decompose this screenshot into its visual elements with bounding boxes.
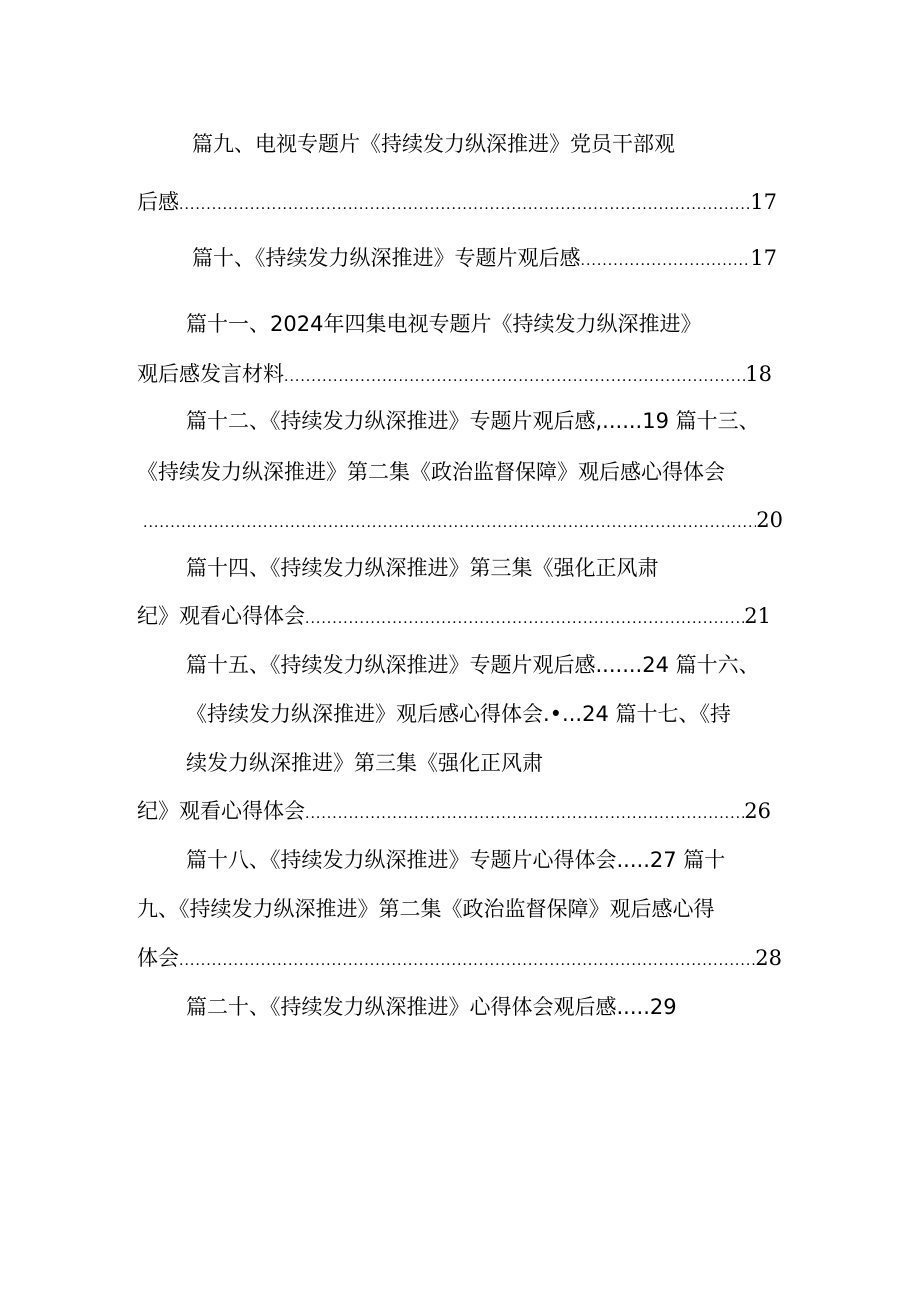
toc-entry-19[interactable]: [137, 943, 782, 976]
dot-leader: [305, 799, 744, 829]
toc-entry-text: 后感: [137, 190, 179, 214]
dot-leader: [305, 604, 744, 634]
toc-line-12[interactable]: 篇十二、《持续发力纵深推进》专题片观后感,......19 篇十三、: [186, 409, 760, 433]
toc-line-17a: 续发力纵深推进》第三集《强化正风肃: [186, 751, 543, 775]
toc-entry-13[interactable]: [143, 505, 783, 538]
toc-page-number: 28: [755, 946, 782, 970]
toc-entry-14[interactable]: [137, 601, 771, 634]
toc-entry-9[interactable]: [137, 187, 777, 220]
toc-line-20[interactable]: 篇二十、《持续发力纵深推进》心得体会观后感.....29: [186, 995, 677, 1019]
toc-line-14a: 篇十四、《持续发力纵深推进》第三集《强化正风肃: [186, 556, 659, 580]
toc-page-number: 26: [744, 799, 771, 823]
toc-page-number: 18: [745, 362, 772, 386]
toc-entry-text: 纪》观看心得体会: [137, 604, 305, 628]
toc-line-19a[interactable]: 九、《持续发力纵深推进》第二集《政治监督保障》观后感心得: [137, 897, 715, 921]
toc-entry-text: 篇十、《持续发力纵深推进》专题片观后感: [192, 246, 581, 270]
dot-leader: [179, 946, 755, 976]
toc-entry-17[interactable]: [137, 796, 771, 829]
toc-line-11a: 篇十一、2024年四集电视专题片《持续发力纵深推进》: [186, 312, 702, 336]
toc-entry-text: 纪》观看心得体会: [137, 799, 305, 823]
toc-entry-text: 观后感发言材料: [137, 362, 284, 386]
toc-line-16[interactable]: 《持续发力纵深推进》观后感心得体会.•...24 篇十七、《持: [186, 702, 731, 726]
toc-line-13a[interactable]: 《持续发力纵深推进》第二集《政治监督保障》观后感心得体会: [137, 460, 725, 484]
toc-line-9a: 篇九、电视专题片《持续发力纵深推进》党员干部观: [192, 132, 675, 156]
toc-page-number: 17: [750, 190, 777, 214]
toc-line-18[interactable]: 篇十八、《持续发力纵深推进》专题片心得体会.....27 篇十: [186, 848, 726, 872]
dot-leader: [143, 508, 756, 538]
toc-entry-10[interactable]: [192, 243, 777, 276]
toc-page-number: 17: [750, 246, 777, 270]
toc-page-number: 21: [744, 604, 771, 628]
toc-page-number: 20: [756, 508, 783, 532]
dot-leader: [581, 246, 751, 276]
dot-leader: [179, 190, 750, 220]
toc-line-15[interactable]: 篇十五、《持续发力纵深推进》专题片观后感.......24 篇十六、: [186, 653, 760, 677]
toc-entry-11[interactable]: [137, 359, 772, 392]
toc-entry-text: 体会: [137, 946, 179, 970]
dot-leader: [284, 362, 745, 392]
